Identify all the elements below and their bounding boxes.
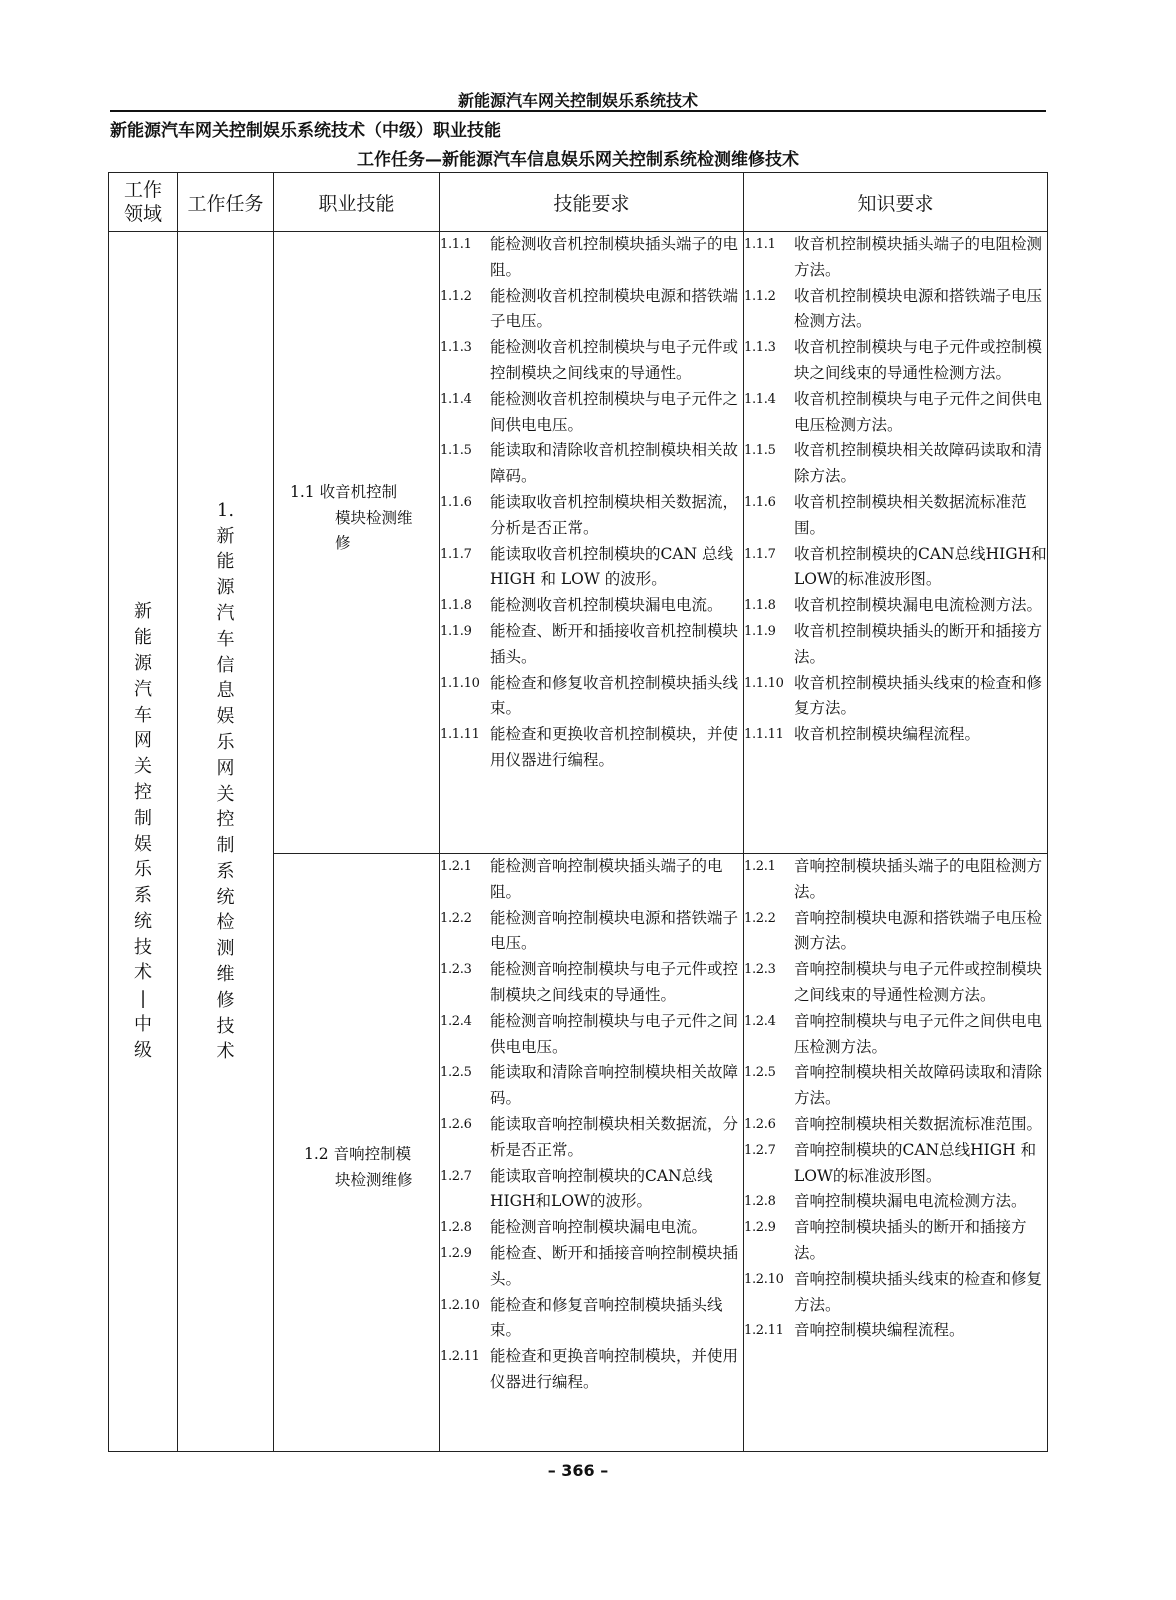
item-number: 1.2.5 [744, 1065, 776, 1081]
work-task-char: 乐 [216, 731, 235, 753]
skill-requirement-item [440, 619, 743, 671]
item-number: 1.1.4 [440, 391, 472, 407]
item-text: 音响控制模块的CAN总线HIGH 和LOW的标准波形图。 [794, 1140, 1037, 1185]
item-text: 收音机控制模块与电子元件之间供电电压检测方法。 [794, 389, 1043, 434]
item-number: 1.2.11 [744, 1323, 784, 1339]
page-number: – 366 – [547, 1461, 609, 1480]
skill-requirement-item [440, 490, 743, 542]
skill-requirement-item [440, 1009, 743, 1061]
item-text: 能读取音响控制模块的CAN总线HIGH和LOW的波形。 [490, 1166, 713, 1211]
item-number: 1.2.6 [744, 1116, 776, 1132]
item-number: 1.1.1 [744, 237, 776, 252]
item-text: 能检测音响控制模块漏电电流。 [490, 1218, 708, 1237]
knowledge-requirement-item [744, 906, 1047, 958]
item-number: 1.2.9 [744, 1220, 776, 1236]
skill-requirement-item [440, 722, 743, 774]
work-task-char: 网 [216, 757, 235, 779]
item-number: 1.1.6 [744, 494, 776, 510]
skill-requirement-item [440, 906, 743, 958]
item-text: 能检测收音机控制模块与电子元件或控制模块之间线束的导通性。 [490, 338, 739, 382]
item-text: 音响控制模块编程流程。 [794, 1321, 965, 1340]
work-domain-char: 术 [134, 962, 152, 984]
work-task-char: 源 [216, 577, 235, 599]
item-number: 1.2.2 [744, 910, 776, 926]
work-task-char: 测 [216, 938, 235, 960]
skill-requirement-item [440, 335, 743, 387]
item-text: 收音机控制模块相关数据流标准范围。 [794, 492, 1027, 537]
header-rule [110, 110, 1046, 112]
skill-requirement-item [440, 1344, 743, 1396]
knowledge-requirement-item [744, 957, 1047, 1009]
document-title: 新能源汽车网关控制娱乐系统技术（中级）职业技能 [110, 121, 501, 141]
work-domain-char: 中 [134, 1014, 152, 1036]
item-text: 收音机控制模块插头端子的电阻检测方法。 [794, 235, 1043, 279]
item-number: 1.1.6 [440, 494, 472, 510]
knowledge-requirement-item [744, 1112, 1047, 1138]
work-task-char: 检 [216, 912, 235, 934]
knowledge-requirement-item [744, 1267, 1047, 1319]
item-text: 收音机控制模块与电子元件或控制模块之间线束的导通性检测方法。 [794, 338, 1043, 382]
item-number: 1.2.3 [744, 962, 776, 978]
work-task-char: 维 [216, 964, 235, 986]
running-header: 新能源汽车网关控制娱乐系统技术 [457, 91, 698, 110]
work-task-char: 术 [216, 1041, 235, 1063]
item-number: 1.1.7 [744, 546, 776, 562]
knowledge-requirement-item [744, 854, 1047, 906]
skill-requirement-item [440, 1060, 743, 1112]
work-domain-char: 级 [134, 1039, 152, 1061]
item-number: 1.1.2 [744, 288, 776, 304]
work-domain-char: 车 [134, 704, 152, 726]
skill-title: 1.1 收音机控制 [290, 483, 398, 502]
item-text: 音响控制模块相关数据流标准范围。 [794, 1114, 1043, 1133]
skill-requirement-item [440, 232, 743, 284]
item-text: 音响控制模块相关故障码读取和清除方法。 [794, 1063, 1043, 1108]
skill-requirement-item [440, 1112, 743, 1164]
item-number: 1.2.6 [440, 1116, 472, 1132]
table-header-row [109, 173, 1048, 232]
knowledge-requirement-item [744, 438, 1047, 490]
item-number: 1.2.4 [440, 1013, 472, 1029]
item-number: 1.1.2 [440, 288, 472, 304]
column-header-domain-line2: 领域 [123, 203, 162, 225]
skill-requirement-item [440, 1164, 743, 1216]
work-domain-char: 关 [134, 756, 152, 778]
item-text: 收音机控制模块相关故障码读取和清除方法。 [794, 441, 1043, 486]
item-text: 能读取收音机控制模块的CAN 总线 HIGH 和 LOW 的波形。 [490, 544, 734, 589]
item-text: 音响控制模块与电子元件之间供电电压检测方法。 [794, 1011, 1043, 1056]
work-task-char: 娱 [216, 706, 235, 728]
item-number: 1.2.1 [440, 859, 472, 874]
work-domain-char: 统 [134, 910, 152, 932]
skill-requirements-cell [440, 232, 744, 854]
item-number: 1.1.11 [440, 727, 480, 743]
skill-requirement-item [440, 542, 743, 594]
item-number: 1.2.10 [440, 1297, 480, 1313]
column-header-skill-requirements: 技能要求 [440, 173, 744, 232]
item-text: 能检测收音机控制模块电源和搭铁端子电压。 [490, 286, 739, 331]
item-number: 1.1.5 [744, 443, 776, 459]
skill-requirement-item [440, 284, 743, 336]
item-text: 能读取和清除音响控制模块相关故障码。 [490, 1063, 739, 1108]
knowledge-requirement-item [744, 1060, 1047, 1112]
item-number: 1.1.3 [744, 340, 776, 356]
skill-requirement-item [440, 438, 743, 490]
work-task-char: 1. [216, 499, 235, 521]
table-row [109, 232, 1048, 854]
item-number: 1.1.11 [744, 727, 784, 743]
skill-requirement-item [440, 854, 743, 906]
item-text: 能检查、断开和插接音响控制模块插头。 [490, 1243, 739, 1288]
work-task-char: 能 [216, 551, 235, 573]
knowledge-requirement-item [744, 542, 1047, 594]
column-header-domain [109, 173, 178, 232]
knowledge-requirement-item [744, 671, 1047, 723]
knowledge-requirement-item [744, 1009, 1047, 1061]
skill-requirement-item [440, 957, 743, 1009]
knowledge-requirement-item [744, 1215, 1047, 1267]
skill-requirement-item [440, 1241, 743, 1293]
item-number: 1.2.10 [744, 1271, 784, 1287]
item-text: 能检测音响控制模块与电子元件之间供电电压。 [490, 1011, 739, 1056]
work-task-char: 车 [216, 628, 235, 650]
item-number: 1.2.3 [440, 962, 472, 978]
knowledge-requirement-item [744, 335, 1047, 387]
item-text: 能检测收音机控制模块插头端子的电阻。 [490, 235, 739, 279]
work-domain-char: 源 [134, 652, 152, 674]
knowledge-requirement-item [744, 1318, 1047, 1344]
item-text: 收音机控制模块编程流程。 [794, 725, 981, 744]
item-number: 1.2.1 [744, 859, 776, 874]
work-task-char: 系 [216, 860, 235, 882]
column-header-task: 工作任务 [178, 173, 274, 232]
item-text: 能读取收音机控制模块相关数据流，分析是否正常。 [490, 492, 739, 537]
item-text: 能检查和更换音响控制模块，并使用仪器进行编程。 [490, 1347, 739, 1391]
item-text: 能检查和修复收音机控制模块插头线束。 [490, 673, 739, 718]
work-task-char: 新 [216, 525, 235, 547]
knowledge-requirement-item [744, 387, 1047, 439]
item-number: 1.2.2 [440, 910, 472, 926]
item-number: 1.1.9 [440, 623, 472, 639]
item-text: 能检查和更换收音机控制模块，并使用仪器进行编程。 [490, 725, 739, 769]
knowledge-requirement-item [744, 232, 1047, 284]
work-domain-char: 制 [134, 807, 152, 829]
knowledge-requirement-item [744, 722, 1047, 748]
work-domain-char: 系 [134, 885, 152, 907]
item-text: 能检查和修复音响控制模块插头线束。 [490, 1295, 723, 1340]
work-domain-char: 新 [134, 601, 152, 623]
skill-title-line: 修 [335, 534, 351, 553]
knowledge-requirement-item [744, 490, 1047, 542]
item-number: 1.1.4 [744, 391, 776, 407]
item-text: 收音机控制模块的CAN总线HIGH和LOW的标准波形图。 [794, 544, 1047, 589]
work-task-char: 控 [216, 809, 235, 831]
work-task-char: 修 [216, 989, 235, 1011]
item-text: 能读取和清除收音机控制模块相关故障码。 [490, 441, 739, 486]
item-number: 1.2.11 [440, 1349, 480, 1365]
item-number: 1.1.8 [440, 598, 472, 614]
item-number: 1.1.7 [440, 546, 472, 562]
item-text: 收音机控制模块插头的断开和插接方法。 [794, 621, 1043, 666]
work-domain-char: 网 [134, 730, 152, 752]
item-number: 1.2.8 [440, 1220, 472, 1236]
knowledge-requirement-item [744, 1189, 1047, 1215]
item-text: 能读取音响控制模块相关数据流，分析是否正常。 [490, 1114, 739, 1159]
work-task-char: 息 [216, 680, 235, 702]
work-domain-char: 能 [134, 627, 152, 649]
skill-requirement-item [440, 1215, 743, 1241]
column-header-knowledge-requirements: 知识要求 [744, 173, 1048, 232]
skill-cell [274, 854, 440, 1452]
item-text: 音响控制模块插头线束的检查和修复方法。 [794, 1269, 1043, 1314]
skills-table [108, 172, 1048, 1452]
column-header-domain-line1: 工作 [123, 179, 162, 201]
item-text: 能检测收音机控制模块与电子元件之间供电电压。 [490, 389, 739, 434]
work-task-cell [178, 232, 274, 1452]
item-text: 能检测收音机控制模块漏电电流。 [490, 596, 723, 615]
item-number: 1.1.9 [744, 623, 776, 639]
work-domain-char: | [139, 988, 147, 1010]
column-header-skill: 职业技能 [274, 173, 440, 232]
item-number: 1.2.4 [744, 1013, 776, 1029]
knowledge-requirement-item [744, 619, 1047, 671]
knowledge-requirements-cell [744, 854, 1048, 1452]
item-number: 1.1.1 [440, 237, 472, 252]
work-task-char: 技 [216, 1015, 235, 1037]
item-text: 音响控制模块与电子元件或控制模块之间线束的导通性检测方法。 [794, 960, 1043, 1004]
skill-title: 1.2 音响控制模 [304, 1145, 412, 1163]
knowledge-requirement-item [744, 593, 1047, 619]
item-text: 收音机控制模块电源和搭铁端子电压检测方法。 [794, 286, 1043, 331]
skill-requirement-item [440, 387, 743, 439]
item-text: 音响控制模块漏电电流检测方法。 [794, 1192, 1027, 1211]
knowledge-requirements-cell [744, 232, 1048, 854]
skill-requirements-cell [440, 854, 744, 1452]
skill-requirement-item [440, 1293, 743, 1345]
work-task-char: 信 [216, 654, 235, 676]
item-text: 能检测音响控制模块电源和搭铁端子电压。 [490, 908, 739, 953]
item-number: 1.2.7 [440, 1168, 472, 1184]
item-number: 1.2.9 [440, 1245, 472, 1261]
item-text: 收音机控制模块漏电电流检测方法。 [794, 596, 1043, 615]
item-number: 1.1.10 [440, 675, 480, 691]
item-number: 1.1.8 [744, 598, 776, 614]
item-number: 1.1.10 [744, 675, 784, 691]
work-domain-char: 控 [134, 781, 152, 803]
item-text: 能检查、断开和插接收音机控制模块插头。 [490, 621, 739, 666]
work-domain-char: 汽 [134, 678, 152, 700]
item-text: 能检测音响控制模块与电子元件或控制模块之间线束的导通性。 [490, 960, 739, 1004]
skill-title-line: 块检测维修 [335, 1170, 413, 1189]
work-task-char: 制 [216, 835, 235, 857]
skill-title-line: 模块检测维 [335, 508, 413, 527]
item-number: 1.2.8 [744, 1194, 776, 1210]
skill-requirement-item [440, 593, 743, 619]
skill-cell [274, 232, 440, 854]
document-subtitle: 工作任务—新能源汽车信息娱乐网关控制系统检测维修技术 [357, 150, 799, 170]
work-task-char: 关 [216, 783, 235, 805]
item-number: 1.1.5 [440, 443, 472, 459]
work-domain-char: 乐 [134, 859, 152, 881]
item-number: 1.1.3 [440, 340, 472, 356]
item-text: 音响控制模块插头的断开和插接方法。 [794, 1218, 1027, 1262]
work-task-char: 统 [216, 886, 235, 908]
item-text: 音响控制模块插头端子的电阻检测方法。 [794, 857, 1043, 901]
knowledge-requirement-item [744, 284, 1047, 336]
skill-requirement-item [440, 671, 743, 723]
work-task-char: 汽 [216, 602, 235, 624]
work-domain-char: 娱 [134, 833, 152, 855]
item-number: 1.2.7 [744, 1142, 776, 1158]
work-domain-cell [109, 232, 178, 1452]
item-text: 音响控制模块电源和搭铁端子电压检测方法。 [794, 908, 1043, 953]
item-text: 收音机控制模块插头线束的检查和修复方法。 [794, 673, 1043, 718]
knowledge-requirement-item [744, 1138, 1047, 1190]
item-text: 能检测音响控制模块插头端子的电阻。 [490, 857, 723, 901]
item-number: 1.2.5 [440, 1065, 472, 1081]
work-domain-char: 技 [134, 936, 152, 958]
